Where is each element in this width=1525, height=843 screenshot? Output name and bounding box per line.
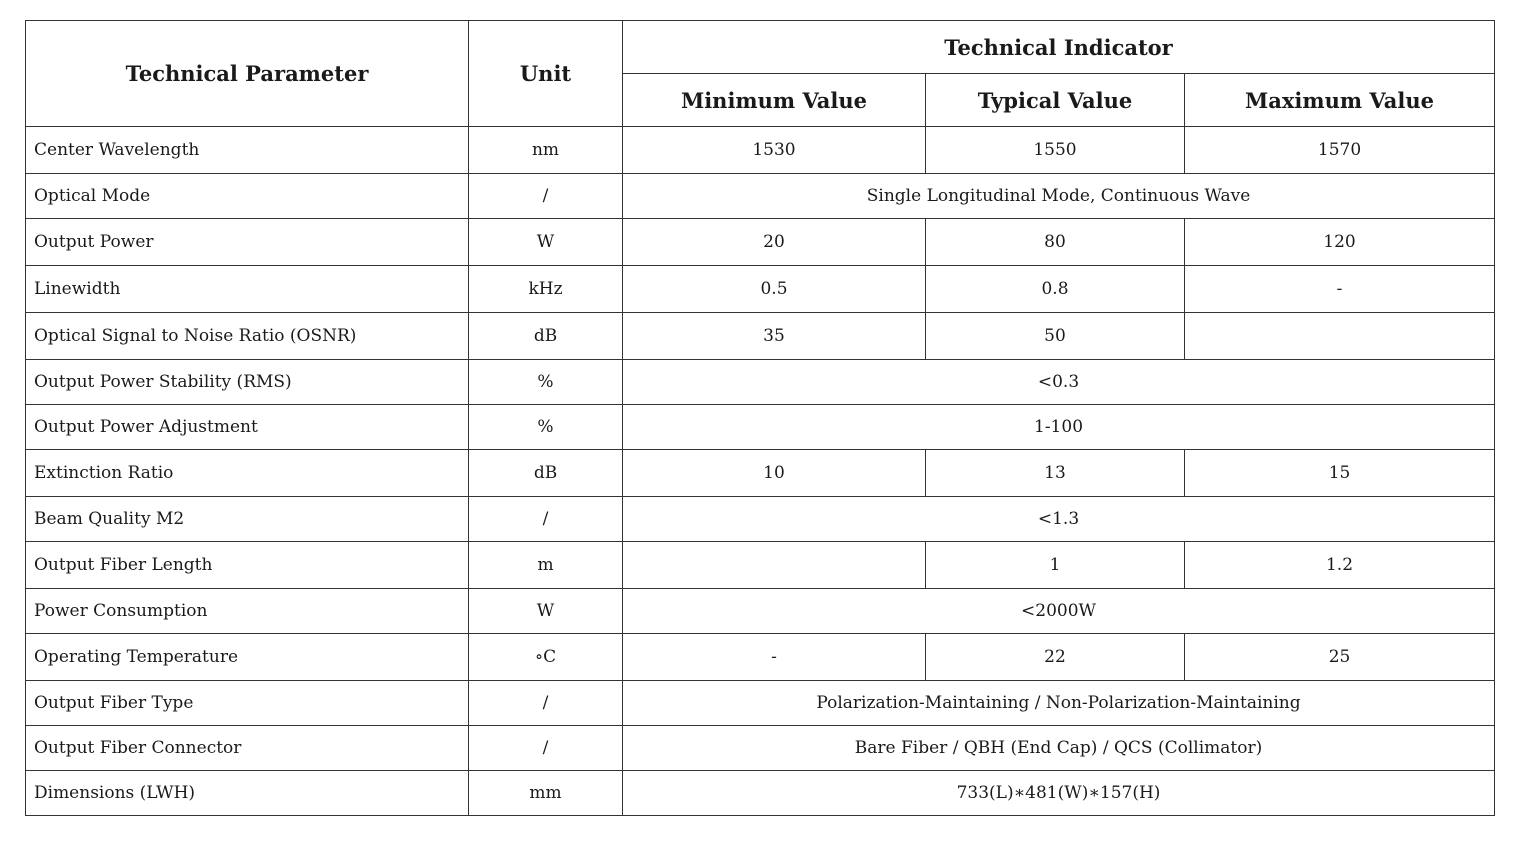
table-row — [26, 266, 1495, 313]
typ-cell: 80 — [926, 219, 1185, 266]
spec-table — [25, 20, 1495, 816]
table-row — [26, 174, 1495, 219]
typ-cell: 1550 — [926, 127, 1185, 174]
param-cell: Dimensions (LWH) — [26, 771, 469, 816]
header-typ: Typical Value — [926, 74, 1185, 127]
min-cell: 1530 — [623, 127, 926, 174]
table-row — [26, 497, 1495, 542]
unit-cell: m — [469, 542, 623, 589]
table-row — [26, 360, 1495, 405]
max-cell: 1570 — [1185, 127, 1495, 174]
min-cell — [623, 542, 926, 589]
max-cell: 120 — [1185, 219, 1495, 266]
unit-cell: % — [469, 360, 623, 405]
unit-cell: W — [469, 219, 623, 266]
min-cell: 0.5 — [623, 266, 926, 313]
param-cell: Optical Mode — [26, 174, 469, 219]
param-cell: Operating Temperature — [26, 634, 469, 681]
unit-cell: ∘C — [469, 634, 623, 681]
min-cell: - — [623, 634, 926, 681]
min-cell: 35 — [623, 313, 926, 360]
typ-cell: 50 — [926, 313, 1185, 360]
unit-cell: mm — [469, 771, 623, 816]
value-cell: Bare Fiber / QBH (End Cap) / QCS (Collimator) — [623, 726, 1495, 771]
param-cell: Power Consumption — [26, 589, 469, 634]
table-row — [26, 589, 1495, 634]
typ-cell: 0.8 — [926, 266, 1185, 313]
unit-cell: / — [469, 726, 623, 771]
table-row — [26, 681, 1495, 726]
typ-cell: 13 — [926, 450, 1185, 497]
unit-cell: dB — [469, 313, 623, 360]
unit-cell: dB — [469, 450, 623, 497]
unit-cell: W — [469, 589, 623, 634]
max-cell: - — [1185, 266, 1495, 313]
param-cell: Output Power Stability (RMS) — [26, 360, 469, 405]
param-cell: Output Fiber Length — [26, 542, 469, 589]
value-cell: Polarization-Maintaining / Non-Polarization-Maintaining — [623, 681, 1495, 726]
table-row — [26, 313, 1495, 360]
table-row — [26, 450, 1495, 497]
max-cell: 25 — [1185, 634, 1495, 681]
header-parameter: Technical Parameter — [26, 21, 469, 127]
table-row — [26, 219, 1495, 266]
value-cell: <2000W — [623, 589, 1495, 634]
param-cell: Output Fiber Connector — [26, 726, 469, 771]
table-row — [26, 771, 1495, 816]
header-min: Minimum Value — [623, 74, 926, 127]
param-cell: Linewidth — [26, 266, 469, 313]
unit-cell: kHz — [469, 266, 623, 313]
header-unit: Unit — [469, 21, 623, 127]
value-cell: Single Longitudinal Mode, Continuous Wave — [623, 174, 1495, 219]
value-cell: <1.3 — [623, 497, 1495, 542]
table-row — [26, 542, 1495, 589]
param-cell: Center Wavelength — [26, 127, 469, 174]
unit-cell: / — [469, 497, 623, 542]
value-cell: 733(L)∗481(W)∗157(H) — [623, 771, 1495, 816]
table-row — [26, 405, 1495, 450]
typ-cell: 22 — [926, 634, 1185, 681]
header-indicator: Technical Indicator — [623, 21, 1495, 74]
min-cell: 20 — [623, 219, 926, 266]
value-cell: <0.3 — [623, 360, 1495, 405]
param-cell: Extinction Ratio — [26, 450, 469, 497]
value-cell: 1-100 — [623, 405, 1495, 450]
min-cell: 10 — [623, 450, 926, 497]
table-row — [26, 726, 1495, 771]
param-cell: Output Fiber Type — [26, 681, 469, 726]
unit-cell: nm — [469, 127, 623, 174]
typ-cell: 1 — [926, 542, 1185, 589]
max-cell: 1.2 — [1185, 542, 1495, 589]
param-cell: Optical Signal to Noise Ratio (OSNR) — [26, 313, 469, 360]
max-cell: 15 — [1185, 450, 1495, 497]
unit-cell: / — [469, 681, 623, 726]
param-cell: Output Power Adjustment — [26, 405, 469, 450]
table-row — [26, 634, 1495, 681]
unit-cell: % — [469, 405, 623, 450]
param-cell: Output Power — [26, 219, 469, 266]
header-max: Maximum Value — [1185, 74, 1495, 127]
unit-cell: / — [469, 174, 623, 219]
table-row — [26, 127, 1495, 174]
max-cell — [1185, 313, 1495, 360]
param-cell: Beam Quality M2 — [26, 497, 469, 542]
